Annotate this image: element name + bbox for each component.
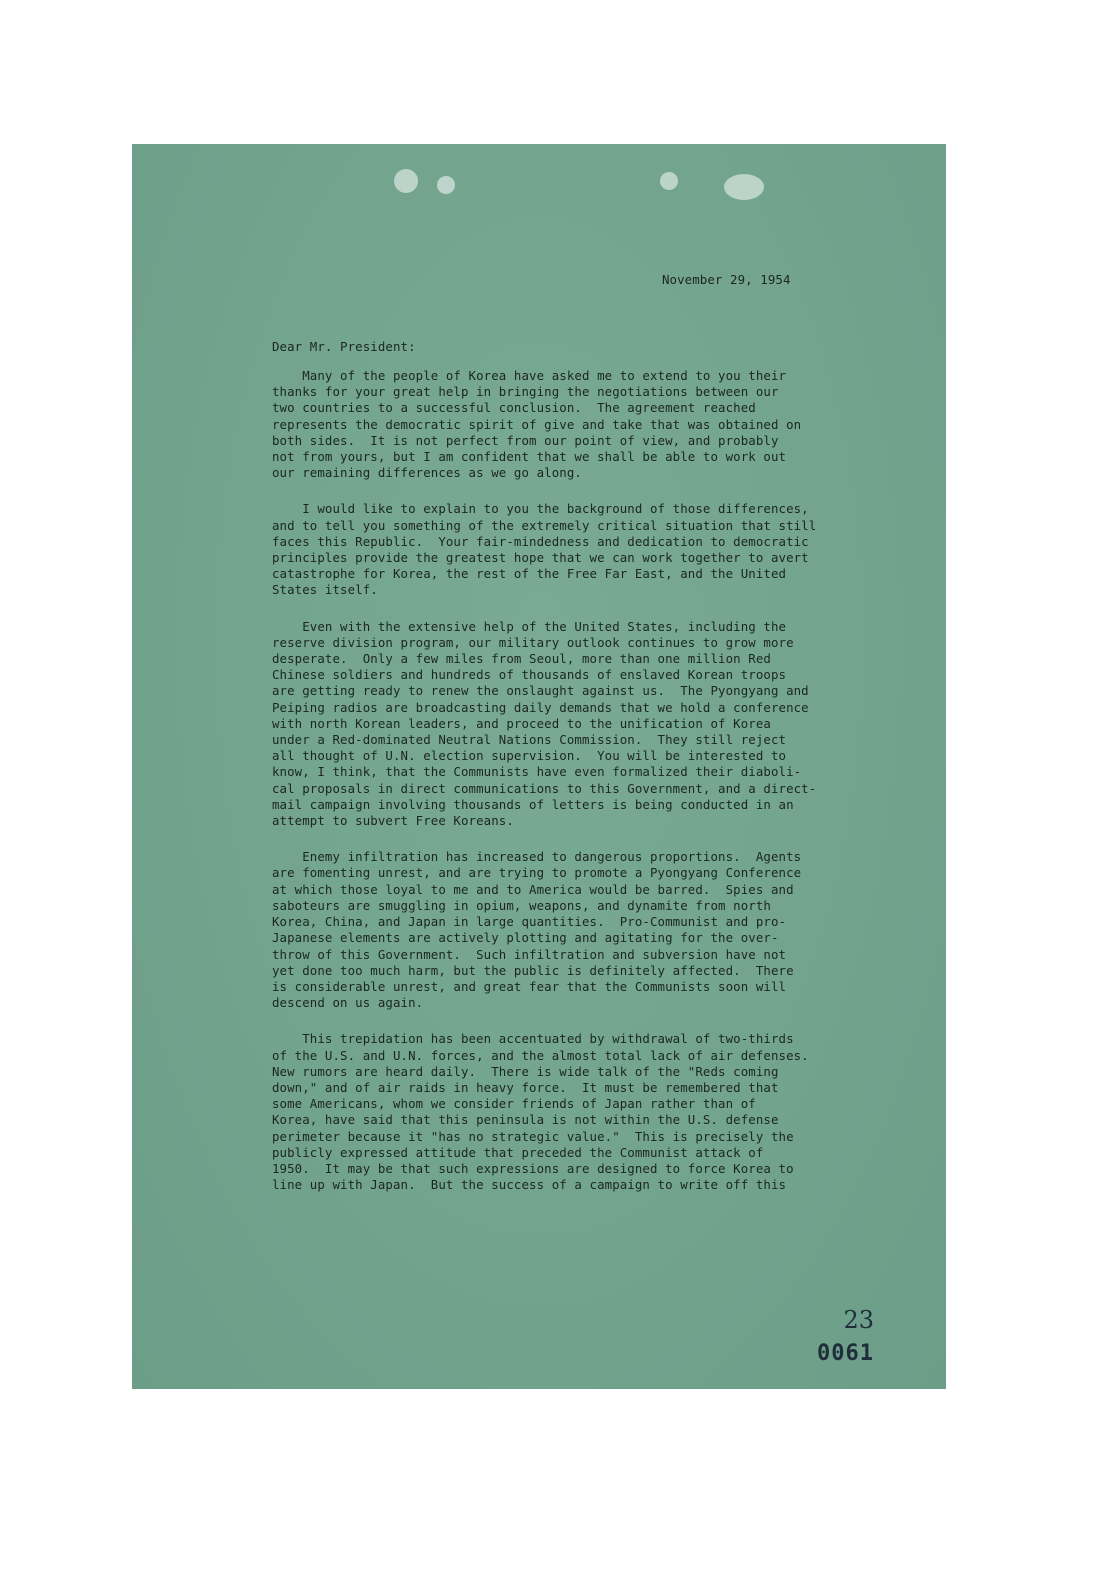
paragraph-5 <box>272 1031 892 1193</box>
paragraph-3 <box>272 619 892 830</box>
text-line: throw of this Government. Such infiltration and subversion have not <box>272 946 787 962</box>
text-line: line up with Japan. But the success of a campaign to write off this <box>272 1177 787 1193</box>
text-line: thanks for your great help in bringing the negotiations between our <box>272 384 779 400</box>
text-line: Enemy infiltration has increased to dangerous proportions. Agents <box>272 849 802 865</box>
text-line: our remaining differences as we go along. <box>272 465 582 481</box>
text-line: desperate. Only a few miles from Seoul, more than one million Red <box>272 651 771 667</box>
text-line: descend on us again. <box>272 995 424 1011</box>
page-number: 23 <box>843 1306 874 1334</box>
text-line: with north Korean leaders, and proceed to the unification of Korea <box>272 715 771 731</box>
paragraph-2 <box>272 501 892 598</box>
text-line: all thought of U.N. election supervision. You will be interested to <box>272 748 787 764</box>
text-line: States itself. <box>272 582 378 598</box>
text-line: two countries to a successful conclusion. The agreement reached <box>272 400 756 416</box>
text-line: know, I think, that the Communists have even formalized their diaboli- <box>272 764 802 780</box>
text-line: some Americans, whom we consider friends of Japan rather than of <box>272 1096 756 1112</box>
text-line: are fomenting unrest, and are trying to promote a Pyongyang Conference <box>272 865 802 881</box>
text-line: not from yours, but I am confident that we shall be able to work out <box>272 449 787 465</box>
letter-body <box>272 368 892 1213</box>
text-line: yet done too much harm, but the public is definitely affected. There <box>272 962 794 978</box>
text-line: perimeter because it "has no strategic value." This is precisely the <box>272 1128 794 1144</box>
text-line: New rumors are heard daily. There is wide talk of the "Reds coming <box>272 1063 779 1079</box>
text-line: Korea, China, and Japan in large quantities. Pro-Communist and pro- <box>272 914 787 930</box>
text-line: reserve division program, our military outlook continues to grow more <box>272 634 794 650</box>
text-line: both sides. It is not perfect from our point of view, and probably <box>272 432 779 448</box>
text-line: publicly expressed attitude that preceded the Communist attack of <box>272 1144 764 1160</box>
document-number-stamp: 0061 <box>817 1341 874 1366</box>
text-line: saboteurs are smuggling in opium, weapons, and dynamite from north <box>272 897 771 913</box>
letter-sheet <box>132 144 946 1389</box>
text-line: Japanese elements are actively plotting and agitating for the over- <box>272 930 779 946</box>
text-line: of the U.S. and U.N. forces, and the almost total lack of air defenses. <box>272 1047 809 1063</box>
text-line: at which those loyal to me and to America would be barred. Spies and <box>272 881 794 897</box>
text-line: Peiping radios are broadcasting daily demands that we hold a conference <box>272 699 809 715</box>
text-line: Chinese soldiers and hundreds of thousands of enslaved Korean troops <box>272 667 787 683</box>
punch-hole-3 <box>660 172 678 190</box>
text-line: mail campaign involving thousands of letters is being conducted in an <box>272 796 794 812</box>
letter-date: November 29, 1954 <box>662 272 791 287</box>
text-line: attempt to subvert Free Koreans. <box>272 813 514 829</box>
text-line: catastrophe for Korea, the rest of the Free Far East, and the United <box>272 566 787 582</box>
punch-hole-4 <box>724 174 764 200</box>
text-line: Many of the people of Korea have asked me to extend to you their <box>272 368 787 383</box>
text-line: down," and of air raids in heavy force. It must be remembered that <box>272 1079 779 1095</box>
salutation: Dear Mr. President: <box>272 339 416 354</box>
text-line: faces this Republic. Your fair-mindedness and dedication to democratic <box>272 533 809 549</box>
punch-hole-2 <box>437 176 455 194</box>
text-line: I would like to explain to you the background of those differences, <box>272 501 809 517</box>
text-line: is considerable unrest, and great fear that the Communists soon will <box>272 978 787 994</box>
paragraph-4 <box>272 849 892 1011</box>
text-line: cal proposals in direct communications to this Government, and a direct- <box>272 780 817 796</box>
punch-hole-1 <box>394 169 418 193</box>
text-line: represents the democratic spirit of give and take that was obtained on <box>272 416 802 432</box>
text-line: under a Red-dominated Neutral Nations Commission. They still reject <box>272 732 787 748</box>
text-line: are getting ready to renew the onslaught against us. The Pyongyang and <box>272 683 809 699</box>
text-line: Korea, have said that this peninsula is not within the U.S. defense <box>272 1112 779 1128</box>
text-line: 1950. It may be that such expressions are designed to force Korea to <box>272 1160 794 1176</box>
text-line: This trepidation has been accentuated by withdrawal of two-thirds <box>272 1031 794 1047</box>
text-line: principles provide the greatest hope that we can work together to avert <box>272 550 809 566</box>
text-line: and to tell you something of the extremely critical situation that still <box>272 517 817 533</box>
paragraph-1 <box>272 368 892 481</box>
text-line: Even with the extensive help of the United States, including the <box>272 618 787 634</box>
